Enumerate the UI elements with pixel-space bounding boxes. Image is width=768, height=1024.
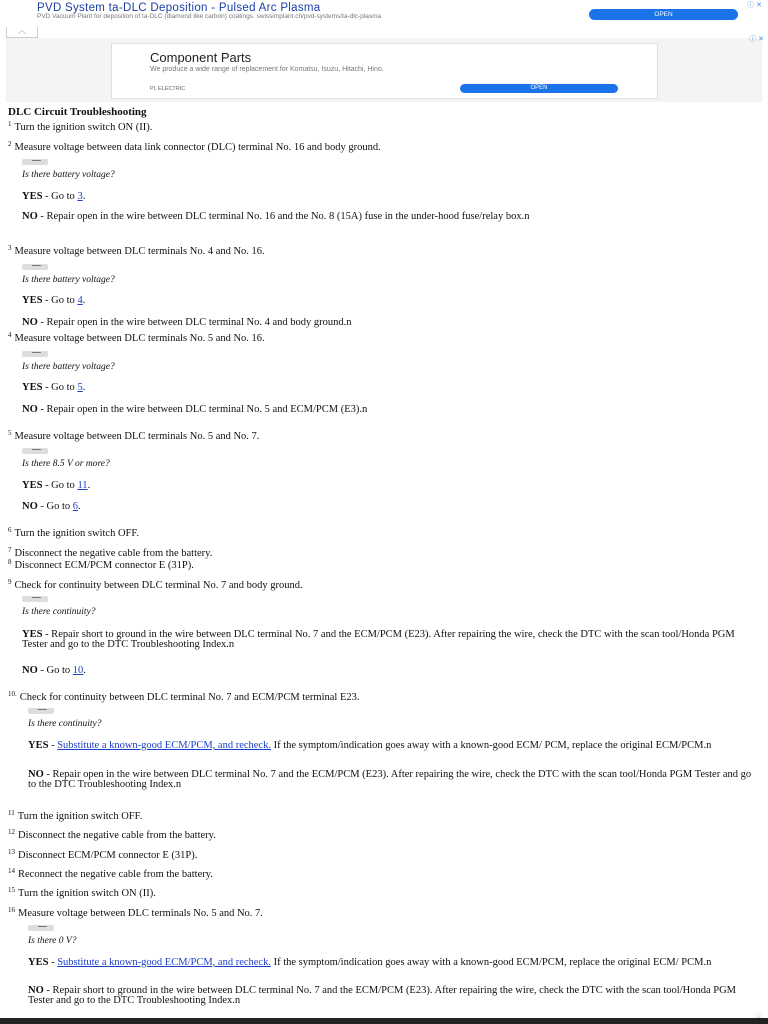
banner-ad-title[interactable]: Component Parts xyxy=(150,50,252,65)
no-label: NO xyxy=(28,985,44,996)
step-13 xyxy=(8,847,197,861)
step-text: Measure voltage between data link connector (DLC) terminal No. 16 and body ground. xyxy=(14,142,381,153)
question-arrow-icon xyxy=(22,596,48,602)
question-text: Is there 8.5 V or more? xyxy=(22,459,110,469)
step-text: Measure voltage between DLC terminals No. 5 and No. 7. xyxy=(18,908,263,919)
question-arrow-icon xyxy=(22,264,48,270)
step-text: Disconnect the negative cable from the battery. xyxy=(14,548,213,559)
collapse-ad-chevron-up-icon[interactable]: ︿ xyxy=(6,27,38,38)
step-text: Measure voltage between DLC terminals No. 5 and No. 7. xyxy=(14,431,260,442)
answer-text: If the symptom/indication goes away with a known-good ECM/ PCM, replace the original ECM/PCM.n xyxy=(273,740,712,751)
step-text: Turn the ignition switch ON (II). xyxy=(18,888,156,899)
question-arrow-icon xyxy=(22,448,48,454)
no-label: NO xyxy=(22,665,38,676)
question xyxy=(22,170,115,180)
step-number: 11 xyxy=(8,809,15,817)
step-15 xyxy=(8,885,156,899)
banner-ad-description: We produce a wide range of replacement for Komatsu, Isuzu, Hitachi, Hino. xyxy=(150,66,384,73)
step-12 xyxy=(8,827,216,841)
yes-label: YES xyxy=(28,740,49,751)
banner-ad-card[interactable] xyxy=(111,43,658,99)
goto-text: - Go to xyxy=(45,480,75,491)
answer-no xyxy=(22,212,757,222)
yes-label: YES xyxy=(22,382,43,393)
yes-label: YES xyxy=(22,295,43,306)
step-number: 5 xyxy=(8,429,12,437)
answer-no: NO - Go to 10. xyxy=(22,665,86,676)
step-number: 12 xyxy=(8,828,15,836)
step-number: 9 xyxy=(8,578,12,586)
step-number: 16 xyxy=(8,906,15,914)
banner-ad[interactable] xyxy=(6,38,762,102)
step-number: 7 xyxy=(8,546,12,554)
step-2 xyxy=(8,139,381,153)
question xyxy=(22,362,115,372)
question xyxy=(28,936,76,946)
goto-text: - Go to xyxy=(45,382,75,393)
step-10 xyxy=(8,689,359,703)
goto-step-link[interactable]: 4 xyxy=(77,295,83,306)
step-3 xyxy=(8,243,265,257)
step-text: Measure voltage between DLC terminals No. 5 and No. 16. xyxy=(14,333,265,344)
top-ad[interactable] xyxy=(0,0,768,28)
step-number: 6 xyxy=(8,526,12,534)
answer-no xyxy=(28,770,753,790)
answer-yes: YES - Go to 4. xyxy=(22,295,86,306)
answer-text: - Repair short to ground in the wire between DLC terminal No. 7 and the ECM/PCM (E23). After repairing the wire, check the DTC with the scan tool/Honda PGM Tester and go to the DTC Troubleshooting Index.n xyxy=(28,985,737,1006)
answer-no xyxy=(28,986,753,1006)
yes-label: YES xyxy=(22,629,43,640)
answer-text: If the symptom/indication goes away with a known-good ECM/PCM, replace the original ECM/ PCM.n xyxy=(273,957,712,968)
step-text: Turn the ignition switch ON (II). xyxy=(14,122,153,133)
answer-yes: YES - Substitute a known-good ECM/PCM, and recheck. If the symptom/indication goes away with a known-good ECM/ PCM, replace the original ECM/PCM.n xyxy=(28,740,712,751)
goto-step-link[interactable]: 5 xyxy=(77,382,83,393)
question xyxy=(22,459,110,469)
ad-info-close-icon[interactable]: ⓘ ✕ xyxy=(747,2,762,9)
bottom-ad-bar[interactable] xyxy=(0,1018,768,1024)
step-14 xyxy=(8,866,213,880)
question-arrow-icon xyxy=(22,351,48,357)
yes-label: YES xyxy=(28,957,49,968)
step-number: 8 xyxy=(8,558,12,566)
step-text: Disconnect ECM/PCM connector E (31P). xyxy=(18,850,198,861)
step-text: Disconnect ECM/PCM connector E (31P). xyxy=(14,560,194,571)
step-number: 4 xyxy=(8,331,12,339)
substitute-ecm-link[interactable]: Substitute a known-good ECM/PCM, and recheck. xyxy=(57,740,271,751)
no-label: NO xyxy=(22,211,38,222)
step-text: Check for continuity between DLC terminal No. 7 and ECM/PCM terminal E23. xyxy=(19,692,360,703)
step-5 xyxy=(8,428,259,442)
step-1 xyxy=(8,119,152,133)
goto-text: - Go to xyxy=(40,501,71,512)
step-text: Measure voltage between DLC terminals No. 4 and No. 16. xyxy=(14,246,265,257)
answer-text: - Repair open in the wire between DLC terminal No. 16 and the No. 8 (15A) fuse in the under-hood fuse/relay box.n xyxy=(40,211,530,222)
question-text: Is there battery voltage? xyxy=(22,275,115,285)
banner-ad-info-close-icon[interactable]: ⓘ ✕ xyxy=(749,36,764,43)
step-text: Reconnect the negative cable from the battery. xyxy=(18,869,213,880)
answer-text: - Repair short to ground in the wire between DLC terminal No. 7 and the ECM/PCM (E23). After repairing the wire, check the DTC with the scan tool/Honda PGM Tester and go to the DTC Troubleshooting Index.n xyxy=(22,629,735,650)
answer-text: - Repair open in the wire between DLC terminal No. 4 and body ground.n xyxy=(40,317,352,328)
ad-description: PVD Vacuum Plant for deposition of ta-DLC (diamond like carbon) coatings. swissimplant.ch/pvd-systems/ta-dlc-plasma xyxy=(37,13,382,20)
ad-title[interactable]: PVD System ta-DLC Deposition - Pulsed Arc Plasma xyxy=(37,2,321,14)
step-text: Check for continuity between DLC terminal No. 7 and body ground. xyxy=(14,580,303,591)
step-text: Disconnect the negative cable from the battery. xyxy=(18,830,216,841)
question xyxy=(22,275,115,285)
question-text: Is there continuity? xyxy=(22,607,96,617)
question-arrow-icon xyxy=(28,708,54,714)
step-11 xyxy=(8,808,142,822)
answer-no: NO - Go to 6. xyxy=(22,501,81,512)
no-label: NO xyxy=(22,317,38,328)
question xyxy=(22,607,96,617)
banner-ad-brand: PL ELECTRIC xyxy=(150,86,186,92)
answer-text: - Repair open in the wire between DLC terminal No. 7 and the ECM/PCM (E23). After repairing the wire, check the DTC with the scan tool/Honda PGM Tester and go to the DTC Troubleshooting Index.n xyxy=(28,769,752,790)
no-label: NO xyxy=(22,501,38,512)
step-9 xyxy=(8,577,303,591)
no-label: NO xyxy=(28,769,44,780)
answer-no xyxy=(22,405,757,415)
step-text: Turn the ignition switch OFF. xyxy=(17,811,143,822)
step-number: 14 xyxy=(8,867,15,875)
answer-yes: YES - Go to 3. xyxy=(22,191,86,202)
step-number: 3 xyxy=(8,244,12,252)
question-text: Is there battery voltage? xyxy=(22,362,115,372)
answer-yes: YES - Go to 11. xyxy=(22,480,91,491)
doc-title: DLC Circuit Troubleshooting xyxy=(8,106,147,118)
step-6 xyxy=(8,525,139,539)
goto-step-link[interactable]: 11 xyxy=(77,480,88,491)
question-text: Is there continuity? xyxy=(28,719,102,729)
question-arrow-icon xyxy=(28,925,54,931)
question-arrow-icon xyxy=(22,159,48,165)
step-text: Turn the ignition switch OFF. xyxy=(14,528,139,539)
question-text: Is there battery voltage? xyxy=(22,170,115,180)
step-number: 15 xyxy=(8,886,15,894)
question-text: Is there 0 V? xyxy=(28,936,77,946)
ad-open-button[interactable]: OPEN xyxy=(589,9,738,20)
goto-text: - Go to xyxy=(45,295,75,306)
answer-text: - Repair open in the wire between DLC terminal No. 5 and ECM/PCM (E3).n xyxy=(40,404,368,415)
substitute-ecm-link[interactable]: Substitute a known-good ECM/PCM, and recheck. xyxy=(57,957,271,968)
yes-label: YES xyxy=(22,191,43,202)
answer-no xyxy=(22,318,757,328)
banner-ad-open-button[interactable]: OPEN xyxy=(460,84,618,93)
step-8 xyxy=(8,557,194,571)
step-number: 10. xyxy=(8,690,17,698)
answer-yes xyxy=(22,630,757,650)
step-number: 2 xyxy=(8,140,12,148)
answer-yes: YES - Go to 5. xyxy=(22,382,86,393)
goto-step-link[interactable]: 6 xyxy=(72,501,78,512)
step-4 xyxy=(8,330,265,344)
no-label: NO xyxy=(22,404,38,415)
goto-text: - Go to xyxy=(45,191,75,202)
goto-step-link[interactable]: 3 xyxy=(77,191,83,202)
step-16 xyxy=(8,905,263,919)
goto-step-link[interactable]: 10 xyxy=(72,665,84,676)
answer-yes: YES - Substitute a known-good ECM/PCM, and recheck. If the symptom/indication goes away with a known-good ECM/PCM, replace the original ECM/ PCM.n xyxy=(28,957,712,968)
goto-text: - Go to xyxy=(40,665,71,676)
step-number: 13 xyxy=(8,848,15,856)
yes-label: YES xyxy=(22,480,43,491)
question xyxy=(28,719,102,729)
step-number: 1 xyxy=(8,120,12,128)
